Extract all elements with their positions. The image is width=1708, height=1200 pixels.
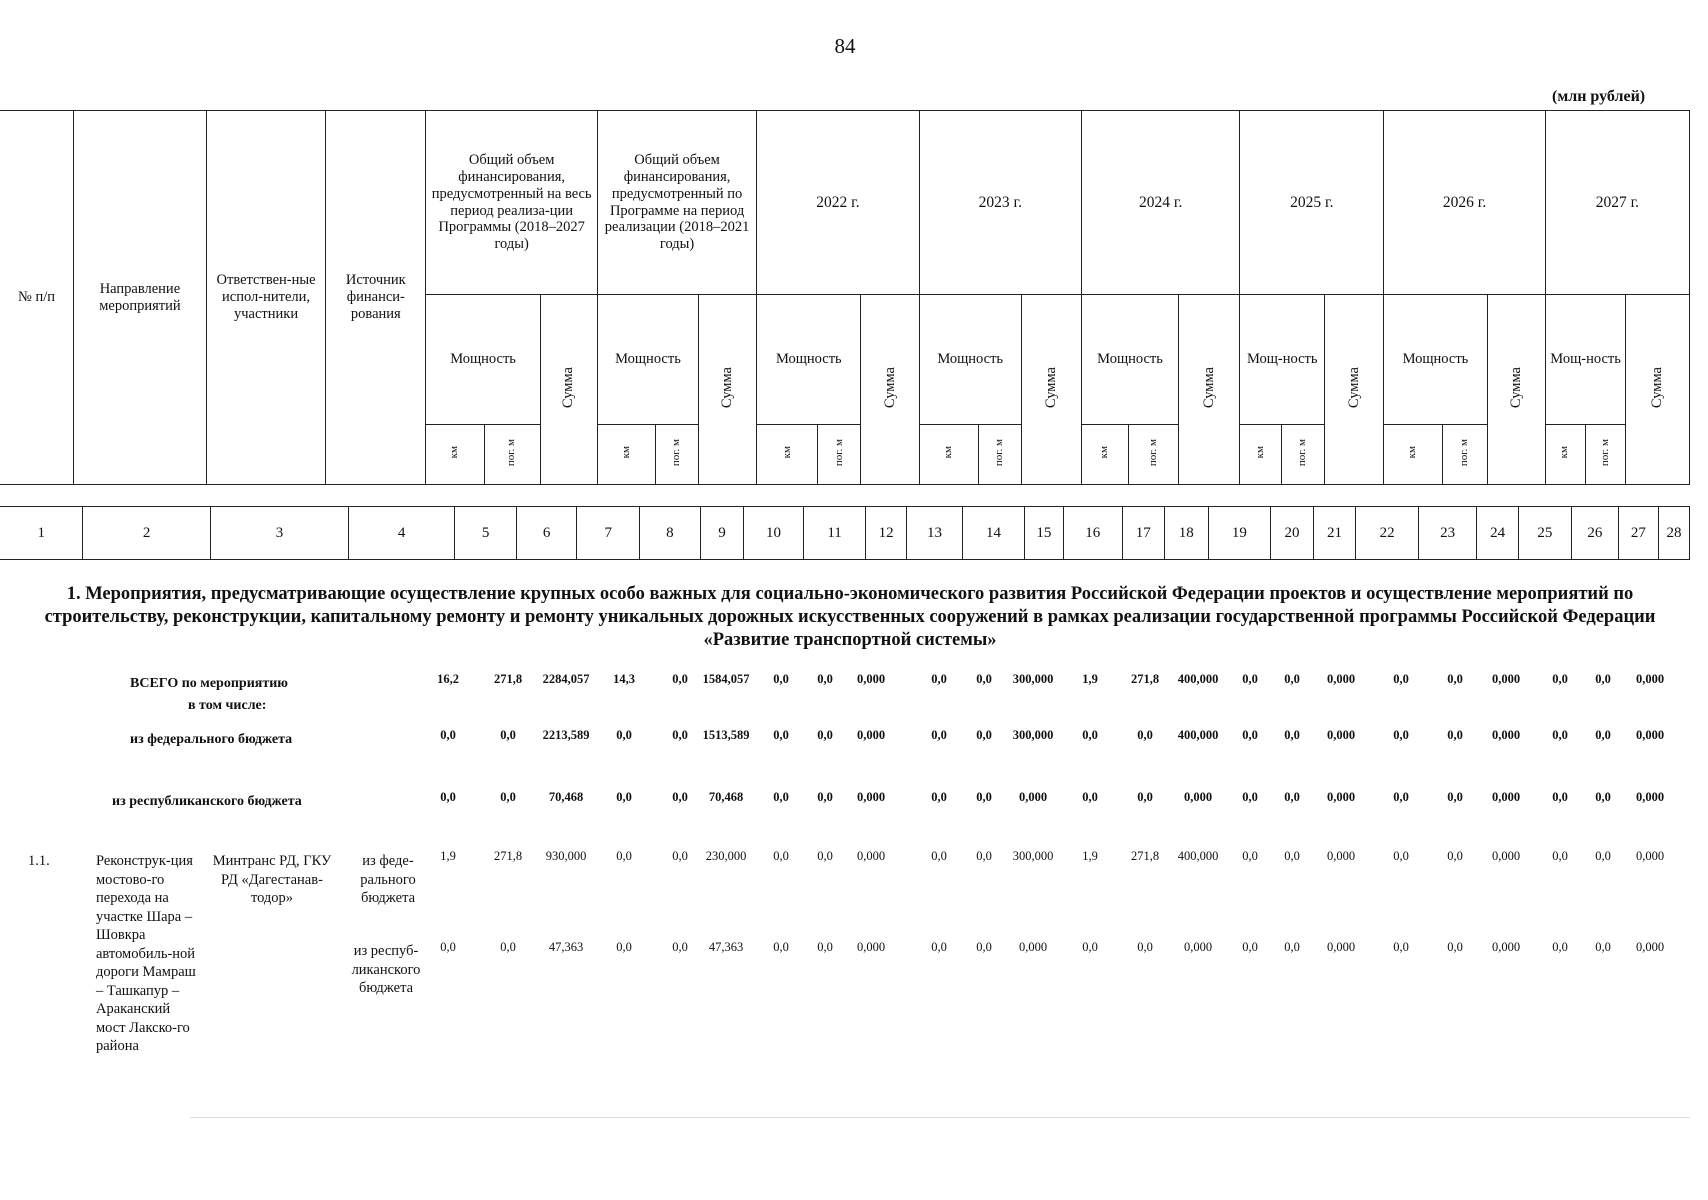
table-cell: 0,000 (856, 672, 886, 686)
table-cell: 0,0 (1595, 672, 1611, 686)
table-cell: 0,000 (1491, 672, 1521, 686)
table-cell: 0,000 (856, 728, 886, 742)
table-cell: 930,000 (545, 849, 587, 863)
table-cell: 0,000 (856, 790, 886, 804)
table-cell: 0,0 (1242, 940, 1258, 954)
column-number: 4 (349, 507, 455, 560)
table-cell: 0,0 (1242, 672, 1258, 686)
table-cell: 0,000 (1491, 940, 1521, 954)
table-cell: 0,0 (1284, 790, 1300, 804)
header-pog-m: пог. м (1282, 425, 1325, 485)
table-cell: 0,0 (616, 849, 632, 863)
header-km: км (426, 425, 484, 485)
table-cell: 0,0 (1595, 940, 1611, 954)
table-cell: 47,363 (548, 940, 584, 954)
table-cell: 0,0 (1595, 849, 1611, 863)
table-cell: 0,0 (773, 728, 789, 742)
item-responsible: Минтранс РД, ГКУ РД «Дагестанав-тодор» (212, 853, 332, 906)
table-cell: 0,0 (1082, 728, 1098, 742)
table-cell: 0,0 (1447, 940, 1463, 954)
table-cell: 0,0 (1393, 728, 1409, 742)
table-cell: 0,000 (1326, 849, 1356, 863)
table-cell: 0,000 (1326, 672, 1356, 686)
header-km: км (757, 425, 818, 485)
header-km: км (1545, 425, 1585, 485)
table-cell: 0,0 (931, 672, 947, 686)
including-label: в том числе: (188, 698, 267, 713)
table-row (0, 672, 1708, 692)
table-cell: 0,000 (1635, 728, 1665, 742)
table-cell: 0,000 (1635, 672, 1665, 686)
item-direction: Реконструк-ция мостово-го перехода на участке Шара – Шовкра автомобиль-ной дороги Мамраш – Ташкапур – Араканский мост Лакско-го района (96, 853, 196, 1054)
table-cell: 271,8 (1130, 849, 1160, 863)
header-power: Мощность (919, 295, 1021, 425)
table-cell: 0,0 (773, 849, 789, 863)
table-cell: 0,0 (1393, 672, 1409, 686)
header-power: Мощность (1384, 295, 1487, 425)
table-cell: 0,0 (672, 672, 688, 686)
table-cell: 1,9 (1082, 672, 1098, 686)
table-cell: 0,000 (856, 849, 886, 863)
header-responsible: Ответствен-ные испол-нители, участники (206, 111, 325, 485)
table-cell: 0,0 (931, 940, 947, 954)
header-year-2026: 2026 г. (1384, 111, 1545, 295)
row-label: из республиканского бюджета (112, 794, 302, 809)
header-pog-m: пог. м (818, 425, 861, 485)
table-cell: 0,0 (500, 940, 516, 954)
table-cell: 0,0 (1284, 728, 1300, 742)
table-cell: 0,0 (1447, 672, 1463, 686)
table-cell: 0,0 (1242, 728, 1258, 742)
column-number: 8 (640, 507, 701, 560)
table-cell: 0,000 (1018, 790, 1048, 804)
table-cell: 0,0 (1242, 849, 1258, 863)
column-number: 27 (1618, 507, 1658, 560)
table-row (0, 790, 1708, 810)
table-cell: 0,000 (1635, 940, 1665, 954)
header-total-part: Общий объем финансирования, предусмотренный по Программе на период реализации (2018–2021 годы) (597, 111, 756, 295)
table-cell: 0,000 (1183, 790, 1213, 804)
table-row (0, 940, 1708, 960)
table-cell: 1513,589 (702, 728, 750, 742)
header-sum: Сумма (1325, 295, 1384, 485)
column-number: 10 (744, 507, 804, 560)
table-cell: 0,0 (672, 940, 688, 954)
header-source: Источник финанси-рования (326, 111, 426, 485)
header-pog-m: пог. м (1128, 425, 1178, 485)
table-cell: 1,9 (440, 849, 456, 863)
column-number: 25 (1518, 507, 1571, 560)
table-cell: 0,0 (976, 672, 992, 686)
table-cell: 0,0 (976, 728, 992, 742)
header-km: км (1240, 425, 1282, 485)
table-cell: 0,0 (817, 790, 833, 804)
header-km: км (919, 425, 978, 485)
table-cell: 0,0 (931, 728, 947, 742)
divider (190, 1117, 1690, 1118)
table-cell: 70,468 (548, 790, 584, 804)
column-number: 28 (1659, 507, 1690, 560)
table-cell: 0,0 (1137, 790, 1153, 804)
table-cell: 0,0 (773, 672, 789, 686)
table-cell: 0,000 (1326, 728, 1356, 742)
table-cell: 0,0 (672, 790, 688, 804)
table-cell: 0,0 (1137, 728, 1153, 742)
column-number: 17 (1122, 507, 1165, 560)
table-cell: 0,0 (1393, 940, 1409, 954)
header-power: Мощ-ность (1545, 295, 1626, 425)
header-power: Мощность (757, 295, 861, 425)
row-label: из федерального бюджета (130, 732, 293, 747)
table-cell: 70,468 (708, 790, 744, 804)
header-year-2027: 2027 г. (1545, 111, 1689, 295)
table-cell: 0,0 (773, 940, 789, 954)
header-power: Мощность (1082, 295, 1179, 425)
row-label: ВСЕГО по мероприятию (130, 676, 288, 691)
header-pog-m: пог. м (1442, 425, 1487, 485)
table-cell: 0,0 (1393, 849, 1409, 863)
header-power: Мощ-ность (1240, 295, 1325, 425)
header-pog-m: пог. м (978, 425, 1021, 485)
table-cell: 0,0 (1552, 940, 1568, 954)
column-number: 22 (1356, 507, 1419, 560)
column-number: 3 (210, 507, 348, 560)
table-cell: 0,0 (1447, 849, 1463, 863)
header-sum: Сумма (540, 295, 597, 485)
header-sum: Сумма (1626, 295, 1690, 485)
table-cell: 0,0 (1284, 672, 1300, 686)
table-cell: 1584,057 (702, 672, 750, 686)
table-cell: 0,0 (672, 849, 688, 863)
item-source-republic: из респуб-ликанского бюджета (351, 943, 421, 996)
column-number: 23 (1418, 507, 1476, 560)
table-cell: 0,0 (440, 940, 456, 954)
column-number: 16 (1064, 507, 1122, 560)
table-cell: 271,8 (493, 849, 523, 863)
table-cell: 0,0 (1137, 940, 1153, 954)
table-cell: 0,000 (1491, 728, 1521, 742)
header-year-2022: 2022 г. (757, 111, 919, 295)
table-cell: 0,0 (773, 790, 789, 804)
header-sum: Сумма (699, 295, 757, 485)
table-cell: 400,000 (1177, 849, 1219, 863)
column-number-row (0, 506, 1690, 560)
header-km: км (1384, 425, 1442, 485)
column-number: 19 (1208, 507, 1271, 560)
table-cell: 0,0 (1242, 790, 1258, 804)
units-label: (млн рублей) (1552, 88, 1646, 105)
table-cell: 0,0 (616, 940, 632, 954)
table-cell: 0,0 (1552, 728, 1568, 742)
table-cell: 0,0 (1082, 790, 1098, 804)
table-cell: 47,363 (708, 940, 744, 954)
table-cell: 0,0 (500, 790, 516, 804)
header-km: км (597, 425, 655, 485)
table-cell: 0,0 (1595, 728, 1611, 742)
table-cell: 0,000 (1326, 790, 1356, 804)
table-cell: 0,0 (817, 940, 833, 954)
column-number: 7 (577, 507, 640, 560)
header-total-all: Общий объем финансирования, предусмотренный на весь период реализа-ции Программы (2018–2027 годы) (426, 111, 598, 295)
table-cell: 0,0 (500, 728, 516, 742)
table-cell: 14,3 (613, 672, 635, 686)
column-number: 6 (516, 507, 577, 560)
table-cell: 0,0 (1552, 790, 1568, 804)
column-number: 21 (1313, 507, 1356, 560)
column-number: 24 (1477, 507, 1518, 560)
header-year-2025: 2025 г. (1240, 111, 1384, 295)
item-source-federal: из феде-рального бюджета (360, 853, 416, 906)
table-cell: 0,0 (440, 728, 456, 742)
table-cell: 271,8 (493, 672, 523, 686)
header-sum: Сумма (1021, 295, 1081, 485)
table-cell: 0,0 (1393, 790, 1409, 804)
table-cell: 0,0 (931, 790, 947, 804)
column-number: 13 (906, 507, 962, 560)
table-cell: 0,0 (976, 849, 992, 863)
table-cell: 0,0 (976, 790, 992, 804)
table-cell: 0,0 (1447, 790, 1463, 804)
table-cell: 400,000 (1177, 672, 1219, 686)
table-cell: 0,0 (1447, 728, 1463, 742)
table-cell: 16,2 (437, 672, 459, 686)
table-cell: 230,000 (705, 849, 747, 863)
table-cell: 0,0 (672, 728, 688, 742)
column-number: 20 (1271, 507, 1314, 560)
header-sum: Сумма (861, 295, 919, 485)
table-cell: 300,000 (1012, 849, 1054, 863)
column-number: 18 (1165, 507, 1209, 560)
column-number: 11 (803, 507, 866, 560)
table-cell: 0,0 (931, 849, 947, 863)
header-pog-m: пог. м (484, 425, 540, 485)
table-cell: 0,000 (856, 940, 886, 954)
header-table (0, 110, 1690, 485)
table-cell: 0,0 (817, 849, 833, 863)
table-cell: 0,0 (1595, 790, 1611, 804)
table-cell: 0,0 (1284, 940, 1300, 954)
column-number: 2 (83, 507, 211, 560)
column-number: 12 (866, 507, 906, 560)
table-cell: 0,0 (616, 790, 632, 804)
header-pog-m: пог. м (656, 425, 699, 485)
header-sum: Сумма (1487, 295, 1545, 485)
table-row (0, 728, 1708, 748)
table-cell: 0,0 (1082, 940, 1098, 954)
table-cell: 0,0 (1552, 849, 1568, 863)
table-cell: 0,0 (440, 790, 456, 804)
table-cell: 2213,589 (542, 728, 590, 742)
table-cell: 0,000 (1635, 849, 1665, 863)
column-number: 9 (700, 507, 744, 560)
table-cell: 300,000 (1012, 728, 1054, 742)
table-cell: 0,000 (1326, 940, 1356, 954)
header-power: Мощность (426, 295, 540, 425)
table-cell: 1,9 (1082, 849, 1098, 863)
table-cell: 0,0 (817, 728, 833, 742)
table-cell: 0,0 (817, 672, 833, 686)
column-number: 14 (963, 507, 1025, 560)
table-cell: 0,0 (616, 728, 632, 742)
table-cell: 0,000 (1491, 849, 1521, 863)
table-cell: 0,0 (976, 940, 992, 954)
header-year-2024: 2024 г. (1082, 111, 1240, 295)
table-cell: 0,000 (1491, 790, 1521, 804)
page-number: 84 (834, 34, 856, 58)
item-number: 1.1. (28, 853, 50, 869)
table-cell: 300,000 (1012, 672, 1054, 686)
table-cell: 2284,057 (542, 672, 590, 686)
column-number: 5 (455, 507, 517, 560)
header-year-2023: 2023 г. (919, 111, 1081, 295)
table-cell: 0,000 (1018, 940, 1048, 954)
table-cell: 0,000 (1635, 790, 1665, 804)
header-pog-m: пог. м (1585, 425, 1626, 485)
column-number: 1 (0, 507, 83, 560)
table-cell: 0,000 (1183, 940, 1213, 954)
table-cell: 0,0 (1552, 672, 1568, 686)
header-power: Мощность (597, 295, 698, 425)
header-num: № п/п (0, 111, 74, 485)
header-sum: Сумма (1179, 295, 1240, 485)
column-number: 15 (1024, 507, 1063, 560)
section-title: 1. Мероприятия, предусматривающие осуществление крупных особо важных для социально-экономического развития Российской Федерации проектов и осуществление мероприятий по строительству, реконструкции, капитальному ремонту и ремонту уникальных дорожных искусственных сооружений в рамках реализации государственной программы Российской Федерации «Развитие транспортной системы» (44, 584, 1656, 650)
table-cell: 271,8 (1130, 672, 1160, 686)
table-cell: 400,000 (1177, 728, 1219, 742)
table-cell: 0,0 (1284, 849, 1300, 863)
header-direction: Направление мероприятий (74, 111, 207, 485)
header-km: км (1082, 425, 1129, 485)
column-number: 26 (1571, 507, 1618, 560)
